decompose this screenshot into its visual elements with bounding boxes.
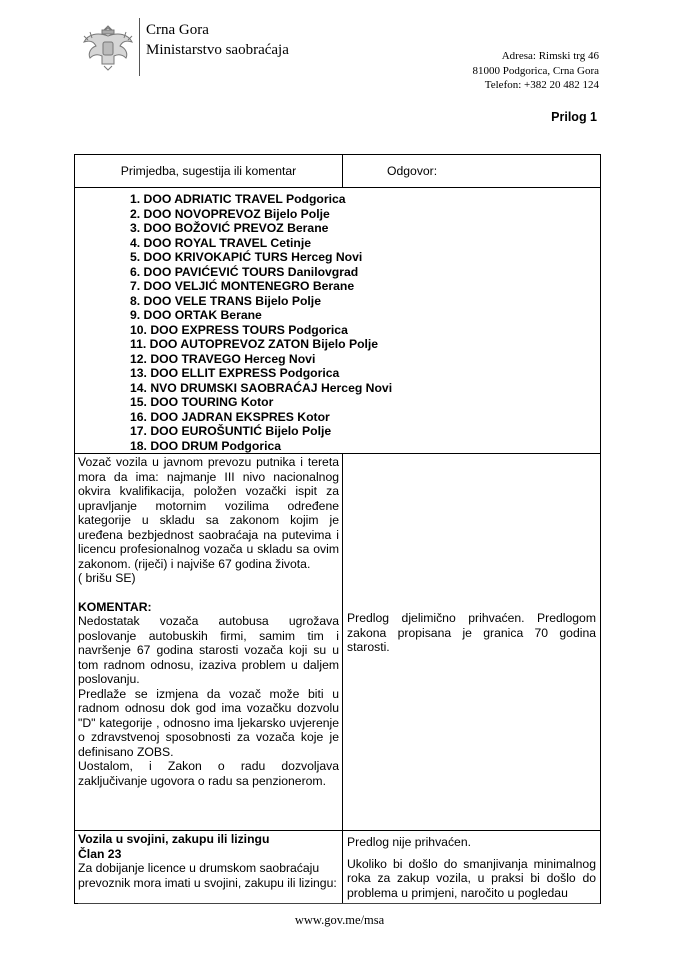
list-item: 6. DOO PAVIĆEVIĆ TOURS Danilovgrad	[130, 264, 359, 279]
article-number: Član 23	[78, 846, 122, 861]
list-item: 5. DOO KRIVOKAPIĆ TURS Herceg Novi	[130, 250, 363, 264]
list-item: 8. DOO VELE TRANS Bijelo Polje	[130, 293, 321, 308]
table-row	[75, 188, 601, 454]
article-title: Vozila u svojini, zakupu ili lizingu	[78, 832, 270, 846]
address-line: 81000 Podgorica, Crna Gora	[472, 64, 599, 77]
annex-label: Prilog 1	[551, 110, 597, 124]
list-item: 17. DOO EUROŠUNTIĆ Bijelo Polje	[130, 424, 332, 438]
header-divider	[139, 18, 140, 76]
delete-note: ( brišu SE)	[78, 571, 136, 585]
coat-of-arms-logo	[80, 20, 136, 72]
response-verdict: Predlog nije prihvaćen.	[347, 835, 471, 849]
country-name: Crna Gora	[146, 22, 209, 38]
response-cell	[343, 454, 601, 831]
column-header-comment: Primjedba, sugestija ili komentar	[75, 155, 343, 188]
article-cell	[75, 831, 343, 904]
response-content	[343, 831, 600, 900]
list-item: 15. DOO TOURING Kotor	[130, 395, 274, 409]
submitter-list	[75, 188, 600, 453]
response-text: Predlog djelimično prihvaćen. Predlogom zakona propisana je granica 70 godina starosti.	[347, 611, 596, 654]
footer-divider	[78, 903, 600, 904]
address-block	[473, 49, 599, 93]
list-item: 18. DOO DRUM Podgorica	[130, 438, 282, 453]
ministry-name: Ministarstvo saobraćaja	[146, 42, 289, 58]
list-item: 14. NVO DRUMSKI SAOBRAĆAJ Herceg Novi	[130, 380, 393, 395]
website-link[interactable]: www.gov.me/msa	[294, 913, 385, 927]
comment-paragraph: Predlaže se izmjena da vozač može biti u radnom odnosu dok god ima vozačku dozvolu "D" kategorije , odnosno ima ljekarsko uvjerenje o zdravstvenoj sposobnosti za vozača koje je definisano ZOBS.	[78, 686, 339, 759]
response-cell	[343, 831, 601, 904]
table-header-row	[75, 155, 601, 188]
list-item: 12. DOO TRAVEGO Herceg Novi	[130, 351, 316, 366]
list-item: 16. DOO JADRAN EKSPRES Kotor	[130, 409, 330, 424]
table-row	[75, 831, 601, 904]
list-item: 9. DOO ORTAK Berane	[130, 308, 262, 322]
submitters-cell	[75, 188, 601, 454]
article-text: Za dobijanje licence u drumskom saobraćaju prevoznik mora imati u svojini, zakupu ili lizingu:	[78, 861, 337, 890]
address-line: Adresa: Rimski trg 46	[501, 50, 599, 62]
list-item: 13. DOO ELLIT EXPRESS Podgorica	[130, 366, 340, 380]
column-header-response: Odgovor:	[343, 155, 601, 188]
list-item: 10. DOO EXPRESS TOURS Podgorica	[130, 322, 348, 337]
list-item: 3. DOO BOŽOVIĆ PREVOZ Berane	[130, 221, 329, 235]
article-content	[75, 831, 342, 890]
provision-text: Vozač vozila u javnom prevozu putnika i tereta mora da ima: najmanje III nivo nacionalnog okvira kvalifikacija, položen vozački ispit za upravljanje motornim vozilima određene kategorije u skladu sa zakonom kojim je uređena bezbjednost saobraćaja na putevima i licencu profesionalnog vozača u skladu sa ovim zakonom. (riječi) i najviše 67 godina života.	[78, 455, 339, 571]
phone-line: Telefon: +382 20 482 124	[484, 79, 599, 91]
list-item: 4. DOO ROYAL TRAVEL Cetinje	[130, 235, 312, 250]
list-item: 2. DOO NOVOPREVOZ Bijelo Polje	[130, 206, 330, 221]
comment-paragraph: Nedostatak vozača autobusa ugrožava poslovanje autobuskih firmi, samim tim i navršenje 67 godina starosti vozača koji su u tom radnom odnosu, izaziva problem u daljem poslovanju.	[78, 614, 339, 686]
comment-label: KOMENTAR:	[78, 599, 152, 614]
list-item: 7. DOO VELJIĆ MONTENEGRO Berane	[130, 279, 355, 293]
list-item: 11. DOO AUTOPREVOZ ZATON Bijelo Polje	[130, 337, 379, 351]
response-explanation: Ukoliko bi došlo do smanjivanja minimalnog roka za zakup vozila, u praksi bi došlo do problema u primjeni, naročito u pogledau	[347, 856, 596, 900]
comment-cell	[75, 454, 343, 831]
table-row	[75, 454, 601, 831]
comment-paragraph: Uostalom, i Zakon o radu dozvoljava zaključivanje ugovora o radu sa penzionerom.	[78, 759, 339, 788]
comments-table	[74, 154, 601, 904]
list-item: 1. DOO ADRIATIC TRAVEL Podgorica	[130, 192, 346, 206]
comment-content	[75, 454, 342, 790]
